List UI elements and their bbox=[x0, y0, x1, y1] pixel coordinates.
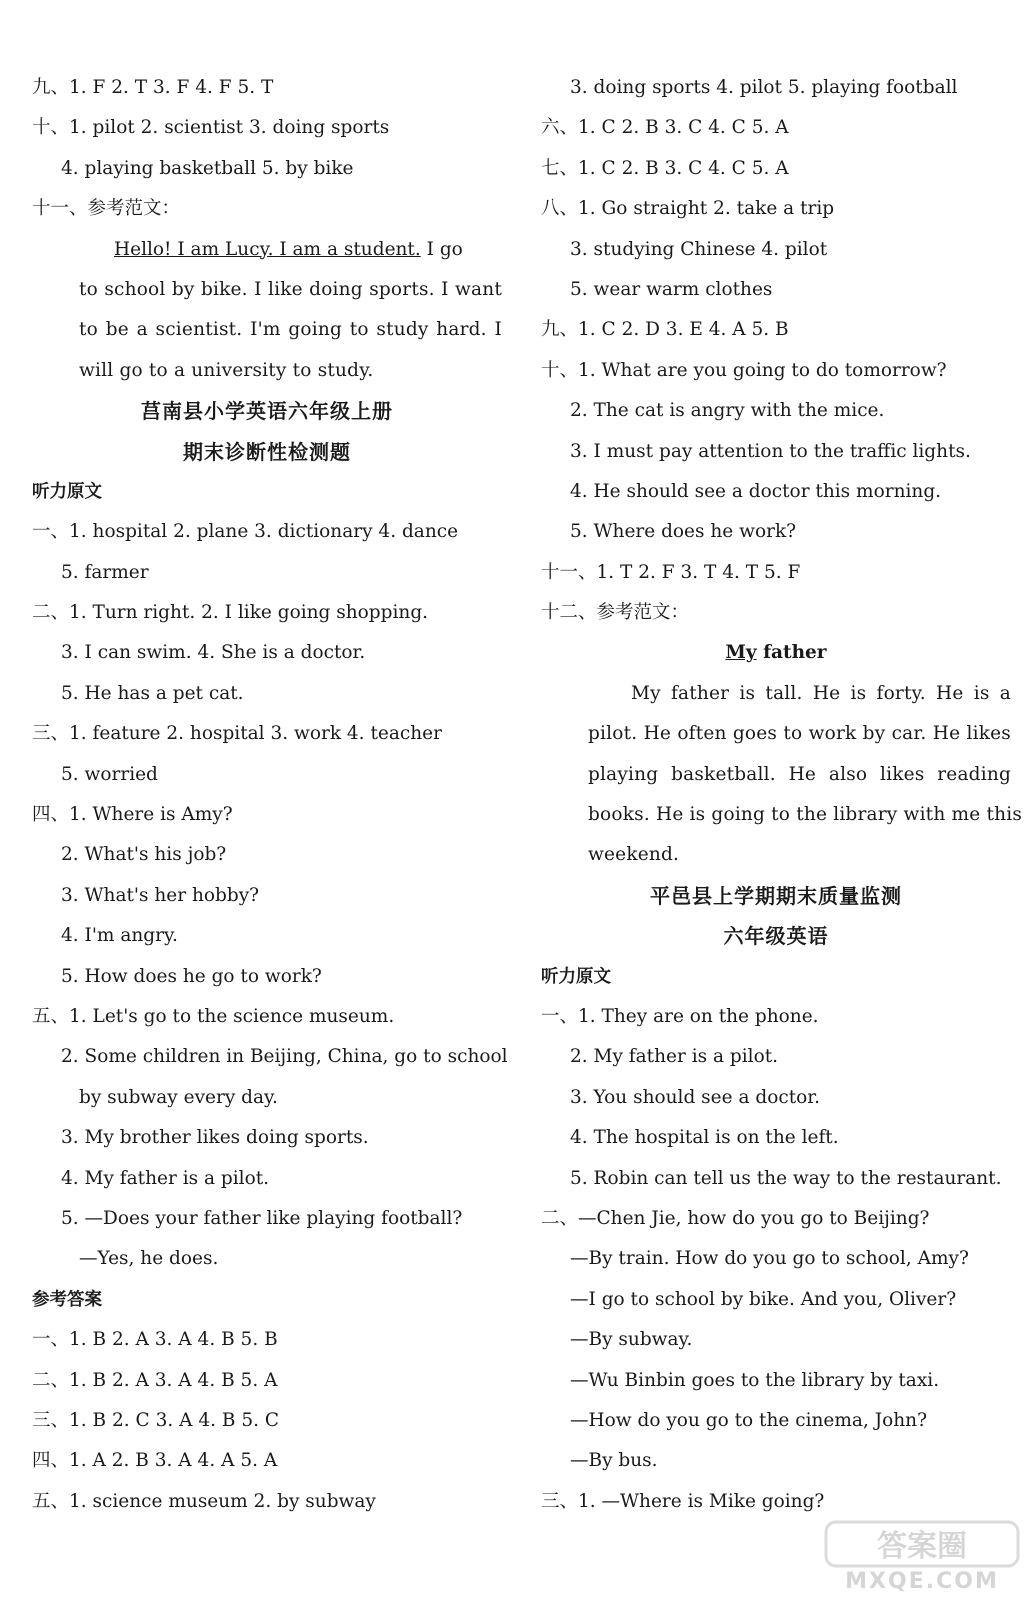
essay-line: to school by bike. I like doing sports. I want bbox=[79, 278, 502, 300]
answer-line: 一、1. hospital 2. plane 3. dictionary 4. dance bbox=[32, 521, 459, 543]
exam-title: 莒南县小学英语六年级上册 bbox=[141, 399, 393, 424]
essay-text: I go bbox=[420, 238, 463, 260]
answer-line: 九、1. F 2. T 3. F 4. F 5. T bbox=[32, 77, 274, 98]
answer-line: 十、1. What are you going to do tomorrow? bbox=[541, 359, 947, 381]
watermark-logo-text: 答案圈 bbox=[877, 1529, 967, 1564]
answer-line: 3. What's her hobby? bbox=[61, 884, 260, 906]
answer-line: 5. worried bbox=[61, 763, 158, 785]
answer-line: 四、1. Where is Amy? bbox=[32, 804, 233, 826]
answer-line: —By train. How do you go to school, Amy? bbox=[570, 1248, 969, 1270]
essay-line: books. He is going to the library with me this bbox=[588, 804, 1023, 826]
answer-line: —Wu Binbin goes to the library by taxi. bbox=[570, 1369, 940, 1391]
answer-line: 2. Some children in Beijing, China, go to school bbox=[61, 1046, 508, 1068]
essay-line: to be a scientist. I'm going to study hard. I bbox=[79, 319, 502, 341]
answer-line: 2. The cat is angry with the mice. bbox=[570, 400, 885, 422]
answer-line: 3. You should see a doctor. bbox=[570, 1086, 820, 1108]
answer-line: —How do you go to the cinema, John? bbox=[570, 1409, 928, 1431]
essay-title-rest: father bbox=[756, 642, 827, 664]
answer-line: 5. He has a pet cat. bbox=[61, 682, 244, 704]
answer-line: 3. doing sports 4. pilot 5. playing football bbox=[570, 77, 958, 98]
answer-line: —Yes, he does. bbox=[79, 1248, 219, 1270]
answer-line: 4. My father is a pilot. bbox=[61, 1167, 270, 1189]
answer-line: 3. My brother likes doing sports. bbox=[61, 1127, 369, 1149]
answer-line: —By bus. bbox=[570, 1450, 658, 1472]
exam-subtitle: 六年级英语 bbox=[723, 924, 829, 949]
answer-line: 3. I can swim. 4. She is a doctor. bbox=[61, 642, 366, 664]
answer-line: 五、1. science museum 2. by subway bbox=[32, 1490, 376, 1512]
answer-line: 五、1. Let's go to the science museum. bbox=[32, 1005, 395, 1027]
right-column bbox=[541, 68, 1023, 1522]
answer-line: 5. Robin can tell us the way to the restaurant. bbox=[570, 1167, 1002, 1189]
answer-line: 4. I'm angry. bbox=[61, 925, 178, 947]
answer-line: 十、1. pilot 2. scientist 3. doing sports bbox=[32, 117, 390, 139]
answer-line: 2. My father is a pilot. bbox=[570, 1046, 779, 1068]
answer-line: 二、1. Turn right. 2. I like going shopping. bbox=[32, 602, 429, 624]
answer-line: 三、1. B 2. C 3. A 4. B 5. C bbox=[32, 1409, 280, 1431]
essay-underlined-text: Hello! I am Lucy. I am a student. bbox=[114, 238, 421, 260]
answer-line: 4. He should see a doctor this morning. bbox=[570, 480, 942, 502]
answer-line: 一、1. They are on the phone. bbox=[541, 1005, 819, 1027]
essay-line: will go to a university to study. bbox=[79, 359, 374, 381]
answer-line: 3. I must pay attention to the traffic lights. bbox=[570, 440, 971, 462]
essay-line bbox=[32, 230, 502, 270]
answer-line: 5. —Does your father like playing football? bbox=[61, 1207, 463, 1229]
answer-line: 七、1. C 2. B 3. C 4. C 5. A bbox=[541, 157, 789, 179]
section-heading: 十二、参考范文： bbox=[541, 602, 690, 624]
answer-line: 六、1. C 2. B 3. C 4. C 5. A bbox=[541, 117, 789, 139]
section-heading: 听力原文 bbox=[32, 481, 102, 502]
essay-line: My father is tall. He is forty. He is a bbox=[631, 682, 1011, 704]
answer-line: 2. What's his job? bbox=[61, 844, 227, 866]
answer-line: 5. farmer bbox=[61, 561, 149, 583]
answer-line: 一、1. B 2. A 3. A 4. B 5. B bbox=[32, 1329, 278, 1351]
answer-line: 5. Where does he work? bbox=[570, 521, 797, 543]
answer-line: 4. The hospital is on the left. bbox=[570, 1127, 839, 1149]
exam-subtitle: 期末诊断性检测题 bbox=[183, 439, 351, 464]
left-column bbox=[32, 68, 508, 1522]
answer-line: by subway every day. bbox=[79, 1086, 278, 1108]
answer-line: 5. How does he go to work? bbox=[61, 965, 322, 987]
watermark-domain-text: MXQE.COM bbox=[845, 1569, 999, 1592]
answer-line: 十一、1. T 2. F 3. T 4. T 5. F bbox=[541, 561, 801, 583]
answer-line: 三、1. feature 2. hospital 3. work 4. teacher bbox=[32, 723, 442, 745]
answer-line: 八、1. Go straight 2. take a trip bbox=[541, 198, 835, 220]
answer-line: 5. wear warm clothes bbox=[570, 278, 773, 300]
answer-line: 3. studying Chinese 4. pilot bbox=[570, 238, 828, 260]
answer-line: —By subway. bbox=[570, 1329, 693, 1351]
section-heading: 听力原文 bbox=[541, 966, 611, 987]
answer-line: 4. playing basketball 5. by bike bbox=[61, 157, 354, 179]
essay-line: pilot. He often goes to work by car. He likes bbox=[588, 723, 1011, 745]
essay-title-underlined: My bbox=[725, 642, 757, 664]
answer-line: 四、1. A 2. B 3. A 4. A 5. A bbox=[32, 1450, 278, 1472]
answer-line: 二、—Chen Jie, how do you go to Beijing? bbox=[541, 1207, 930, 1229]
answer-line: 三、1. —Where is Mike going? bbox=[541, 1490, 825, 1512]
essay-line: playing basketball. He also likes reading bbox=[588, 763, 1011, 785]
essay-title bbox=[541, 633, 1011, 673]
answer-line: 二、1. B 2. A 3. A 4. B 5. A bbox=[32, 1369, 278, 1391]
section-heading: 参考答案 bbox=[32, 1289, 102, 1310]
exam-title: 平邑县上学期期末质量监测 bbox=[650, 883, 902, 908]
essay-line: weekend. bbox=[588, 844, 680, 866]
answer-line: —I go to school by bike. And you, Oliver? bbox=[570, 1288, 957, 1310]
answer-line: 九、1. C 2. D 3. E 4. A 5. B bbox=[541, 319, 789, 341]
section-heading: 十一、参考范文： bbox=[32, 198, 181, 220]
watermark-logo bbox=[824, 1518, 1020, 1592]
